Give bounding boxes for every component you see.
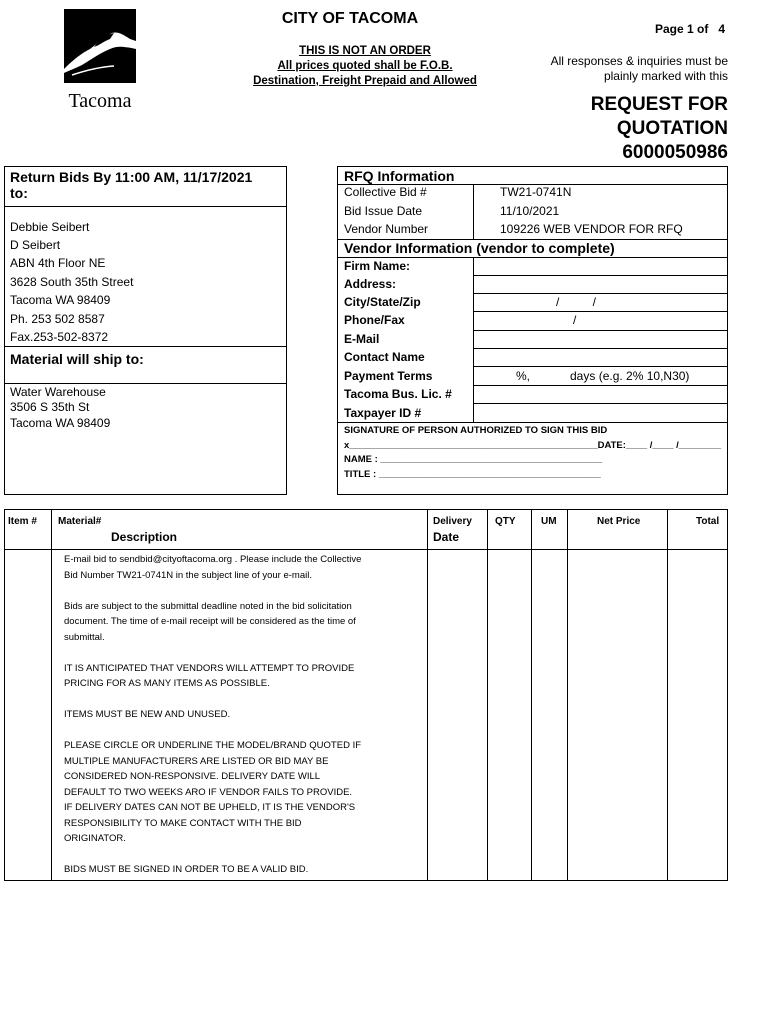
vendor-number-label: Vendor Number (344, 222, 429, 236)
divider (337, 257, 728, 258)
mountain-logo-icon (64, 9, 136, 113)
contact-line: Fax.253-502-8372 (10, 330, 109, 344)
contact-line: D Seibert (10, 238, 61, 252)
taxpayer-id-label: Taxpayer ID # (344, 406, 422, 420)
payment-terms-label: Payment Terms (344, 369, 433, 383)
rfq-title (520, 93, 728, 165)
col-header-total: Total (696, 516, 720, 527)
divider (4, 383, 287, 384)
svg-text:Tacoma: Tacoma (68, 90, 132, 112)
address-label: Address: (344, 277, 397, 291)
contact-line: Ph. 253 502 8587 (10, 312, 105, 326)
col-header-item: Item # (8, 516, 37, 527)
description-line: ITEMS MUST BE NEW AND UNUSED. (64, 709, 231, 720)
phone-fax-field[interactable]: / (573, 313, 577, 327)
description-line (64, 645, 424, 661)
field-line (473, 403, 728, 404)
col-header-qty: QTY (495, 516, 516, 527)
city-state-zip-field[interactable]: / / (556, 295, 597, 309)
bid-issue-date-label: Bid Issue Date (344, 204, 423, 218)
ship-address-line: Water Warehouse (10, 385, 106, 399)
field-line (473, 348, 728, 349)
description-line: IF DELIVERY DATES CAN NOT BE UPHELD, IT IS THE VENDOR'S (64, 802, 356, 813)
col-header-material: Material# (58, 516, 102, 527)
description-line: MULTIPLE MANUFACTURERS ARE LISTED OR BID MAY BE (64, 755, 329, 767)
column-divider (51, 509, 52, 881)
description-line: E-mail bid to sendbid@cityoftacoma.org . Please include the Collective (64, 554, 362, 565)
col-header-description: Description (111, 530, 178, 544)
divider (337, 422, 728, 423)
city-title: CITY OF TACOMA (281, 10, 419, 27)
description-line: IT IS ANTICIPATED THAT VENDORS WILL ATTEMPT TO PROVIDE (64, 662, 355, 674)
description-line (64, 723, 424, 739)
column-divider (487, 509, 488, 881)
name-line[interactable]: NAME : __________________________________________ (344, 454, 603, 465)
column-divider (427, 509, 428, 881)
description-line: RESPONSIBILITY TO MAKE CONTACT WITH THE BID (64, 817, 302, 829)
field-line (473, 366, 728, 367)
table-header-divider (4, 549, 728, 550)
ship-address-line: 3506 S 35th St (10, 400, 90, 414)
description-line (64, 847, 424, 863)
vendor-info-heading: Vendor Information (vendor to complete) (344, 240, 615, 256)
description-line (64, 692, 424, 708)
divider (4, 346, 287, 347)
field-line (473, 275, 728, 276)
order-notice (230, 44, 500, 89)
description-line: submittal. (64, 631, 105, 643)
contact-line: Debbie Seibert (10, 220, 90, 234)
return-bids-to: to: (10, 185, 28, 201)
field-line (473, 330, 728, 331)
bid-issue-date-value: 11/10/2021 (500, 204, 560, 218)
description-line: Bids are subject to the submittal deadline noted in the bid solicitation (64, 600, 352, 612)
divider (473, 184, 474, 239)
field-line (473, 311, 728, 312)
divider (473, 257, 474, 423)
signature-heading: SIGNATURE OF PERSON AUTHORIZED TO SIGN THIS BID (344, 425, 608, 436)
divider (4, 206, 287, 207)
col-header-date: Date (433, 530, 460, 544)
column-divider (567, 509, 568, 881)
col-header-net-price: Net Price (597, 516, 641, 527)
notice-line: THIS IS NOT AN ORDER (299, 45, 431, 57)
signature-line[interactable]: x_______________________________________________DATE:____ /____ /________ (344, 440, 722, 451)
inquiries-line: plainly marked with this (603, 69, 728, 83)
return-bids-heading (10, 169, 285, 201)
notice-line: All prices quoted shall be F.O.B. (277, 60, 453, 72)
column-divider (531, 509, 532, 881)
contact-line: ABN 4th Floor NE (10, 256, 106, 270)
description-line: PRICING FOR AS MANY ITEMS AS POSSIBLE. (64, 678, 270, 689)
collective-bid-label: Collective Bid # (344, 185, 427, 199)
description-line: Bid Number TW21-0741N in the subject line of your e-mail. (64, 569, 312, 581)
description-line: DEFAULT TO TWO WEEKS ARO IF VENDOR FAILS TO PROVIDE. (64, 786, 353, 798)
city-logo (64, 9, 136, 113)
description-block (64, 552, 424, 878)
description-line: document. The time of e-mail receipt will be considered as the time of (64, 616, 356, 627)
contact-line: Tacoma WA 98409 (10, 293, 111, 307)
contact-line: 3628 South 35th Street (10, 275, 134, 289)
contact-name-label: Contact Name (344, 350, 425, 364)
field-line (473, 293, 728, 294)
inquiries-line: All responses & inquiries must be (550, 54, 728, 68)
firm-name-label: Firm Name: (344, 259, 411, 273)
payment-terms-field[interactable]: %, days (e.g. 2% 10,N30) (516, 369, 690, 383)
ship-address-line: Tacoma WA 98409 (10, 416, 111, 430)
rfq-info-heading: RFQ Information (344, 168, 455, 184)
vendor-number-value: 109226 WEB VENDOR FOR RFQ (500, 222, 683, 236)
inquiries-note (520, 54, 728, 84)
column-divider (667, 509, 668, 881)
email-label: E-Mail (344, 332, 380, 346)
title-line[interactable]: TITLE : __________________________________________ (344, 469, 601, 480)
return-bids-deadline: Return Bids By 11:00 AM, 11/17/2021 (10, 169, 253, 185)
ship-to-heading: Material will ship to: (10, 351, 144, 367)
rfq-number: 6000050986 (622, 142, 728, 163)
rfq-title-line: REQUEST FOR (590, 94, 728, 115)
phone-fax-label: Phone/Fax (344, 313, 405, 327)
description-line: ORIGINATOR. (64, 833, 126, 844)
field-line (473, 385, 728, 386)
col-header-delivery: Delivery (433, 516, 472, 527)
page-number: Page 1 of 4 (654, 22, 725, 36)
description-line: CONSIDERED NON-RESPONSIVE. DELIVERY DATE WILL (64, 771, 321, 782)
description-line: PLEASE CIRCLE OR UNDERLINE THE MODEL/BRAND QUOTED IF (64, 740, 362, 751)
collective-bid-value: TW21-0741N (500, 185, 572, 199)
business-license-label: Tacoma Bus. Lic. # (344, 387, 452, 401)
description-line (64, 583, 424, 599)
rfq-title-line: QUOTATION (616, 118, 728, 139)
notice-line: Destination, Freight Prepaid and Allowed (253, 75, 477, 87)
col-header-um: UM (541, 516, 557, 527)
description-line: BIDS MUST BE SIGNED IN ORDER TO BE A VALID BID. (64, 864, 309, 875)
city-state-zip-label: City/State/Zip (344, 295, 421, 309)
